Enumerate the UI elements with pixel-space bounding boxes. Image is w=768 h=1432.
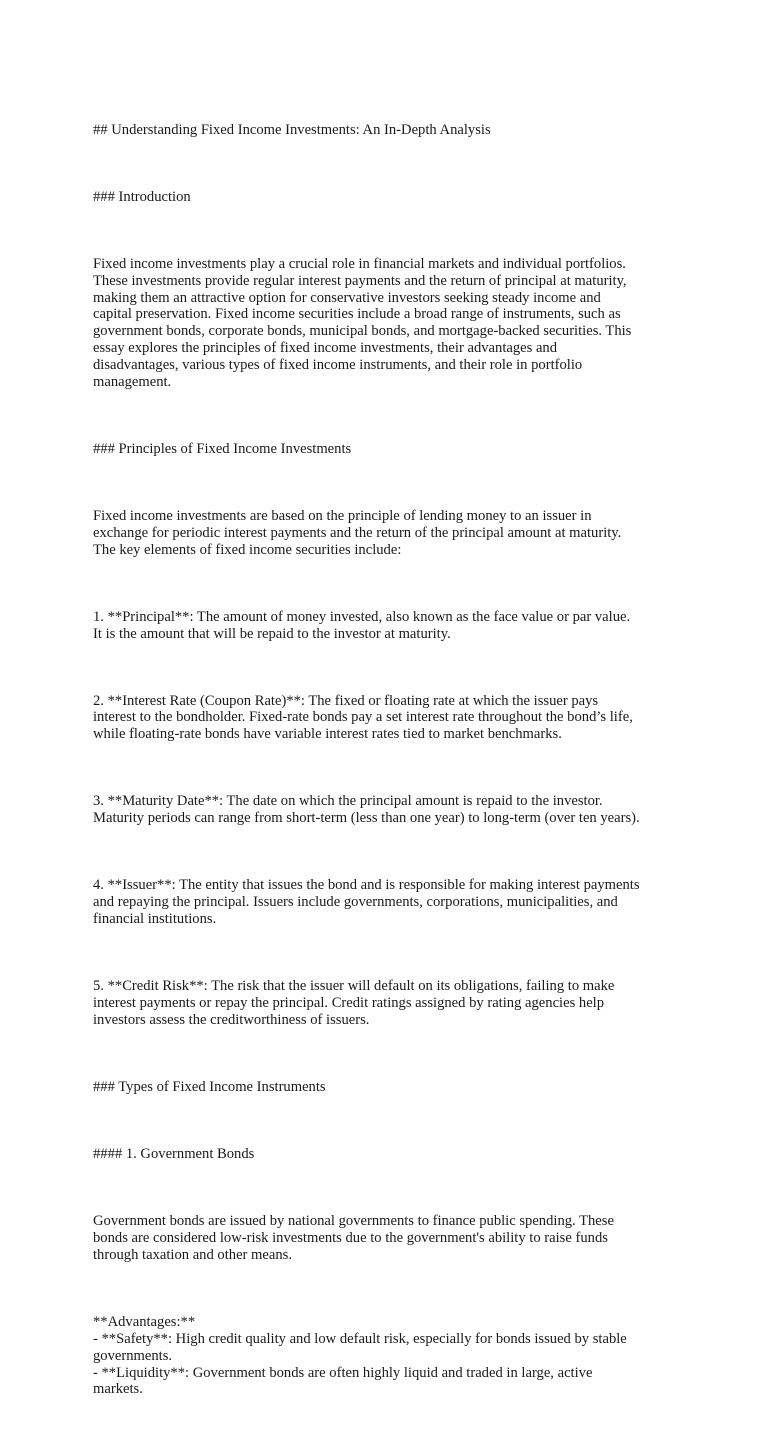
- introduction-heading: ### Introduction: [93, 188, 191, 205]
- principles-heading: ### Principles of Fixed Income Investments: [93, 440, 352, 457]
- key-element-interest-rate: 2. **Interest Rate (Coupon Rate)**: The fixed or floating rate at which the issuer pays interest to the bondholder. Fixed-rate bonds pay a set interest rate throughout the bond’s life, while floating-rate bonds have variable interest rates tied to market benchmarks.: [93, 692, 633, 743]
- key-element-maturity-date: 3. **Maturity Date**: The date on which the principal amount is repaid to the investor. Maturity periods can range from short-term (less than one year) to long-term (over ten years).: [93, 793, 640, 827]
- key-element-issuer: 4. **Issuer**: The entity that issues the bond and is responsible for making interest payments and repaying the principal. Issuers include governments, corporations, municipalities, and financial institutions.: [93, 877, 640, 928]
- document-body: [93, 88, 693, 1432]
- introduction-paragraph: Fixed income investments play a crucial role in financial markets and individual portfolios. These investments provide regular interest payments and the return of principal at maturity, making them an attractive option for conservative investors seeking steady income and capital preservation. Fixed income securities include a broad range of instruments, such as government bonds, corporate bonds, municipal bonds, and mortgage-backed securities. This essay explores the principles of fixed income investments, their advantages and disadvantages, various types of fixed income instruments, and their role in portfolio management.: [93, 255, 632, 390]
- government-bonds-paragraph: Government bonds are issued by national governments to finance public spending. These bonds are considered low-risk investments due to the government's ability to raise funds through taxation and other means.: [93, 1213, 614, 1263]
- advantages-list: **Advantages:** - **Safety**: High credit quality and low default risk, especially for bonds issued by stable governments. - **Liquidity**: Government bonds are often highly liquid and traded in large, active markets.: [93, 1314, 627, 1398]
- document-title: ## Understanding Fixed Income Investments: An In-Depth Analysis: [93, 121, 491, 138]
- principles-paragraph: Fixed income investments are based on the principle of lending money to an issuer in exchange for periodic interest payments and the return of the principal amount at maturity. The key elements of fixed income securities include:: [93, 507, 622, 558]
- government-bonds-heading: #### 1. Government Bonds: [93, 1146, 255, 1163]
- types-heading: ### Types of Fixed Income Instruments: [93, 1079, 326, 1096]
- key-element-credit-risk: 5. **Credit Risk**: The risk that the issuer will default on its obligations, failing to make interest payments or repay the principal. Credit ratings assigned by rating agencies help investors assess the creditworthiness of issuers.: [93, 978, 615, 1028]
- key-element-principal: 1. **Principal**: The amount of money invested, also known as the face value or par value. It is the amount that will be repaid to the investor at maturity.: [93, 608, 631, 642]
